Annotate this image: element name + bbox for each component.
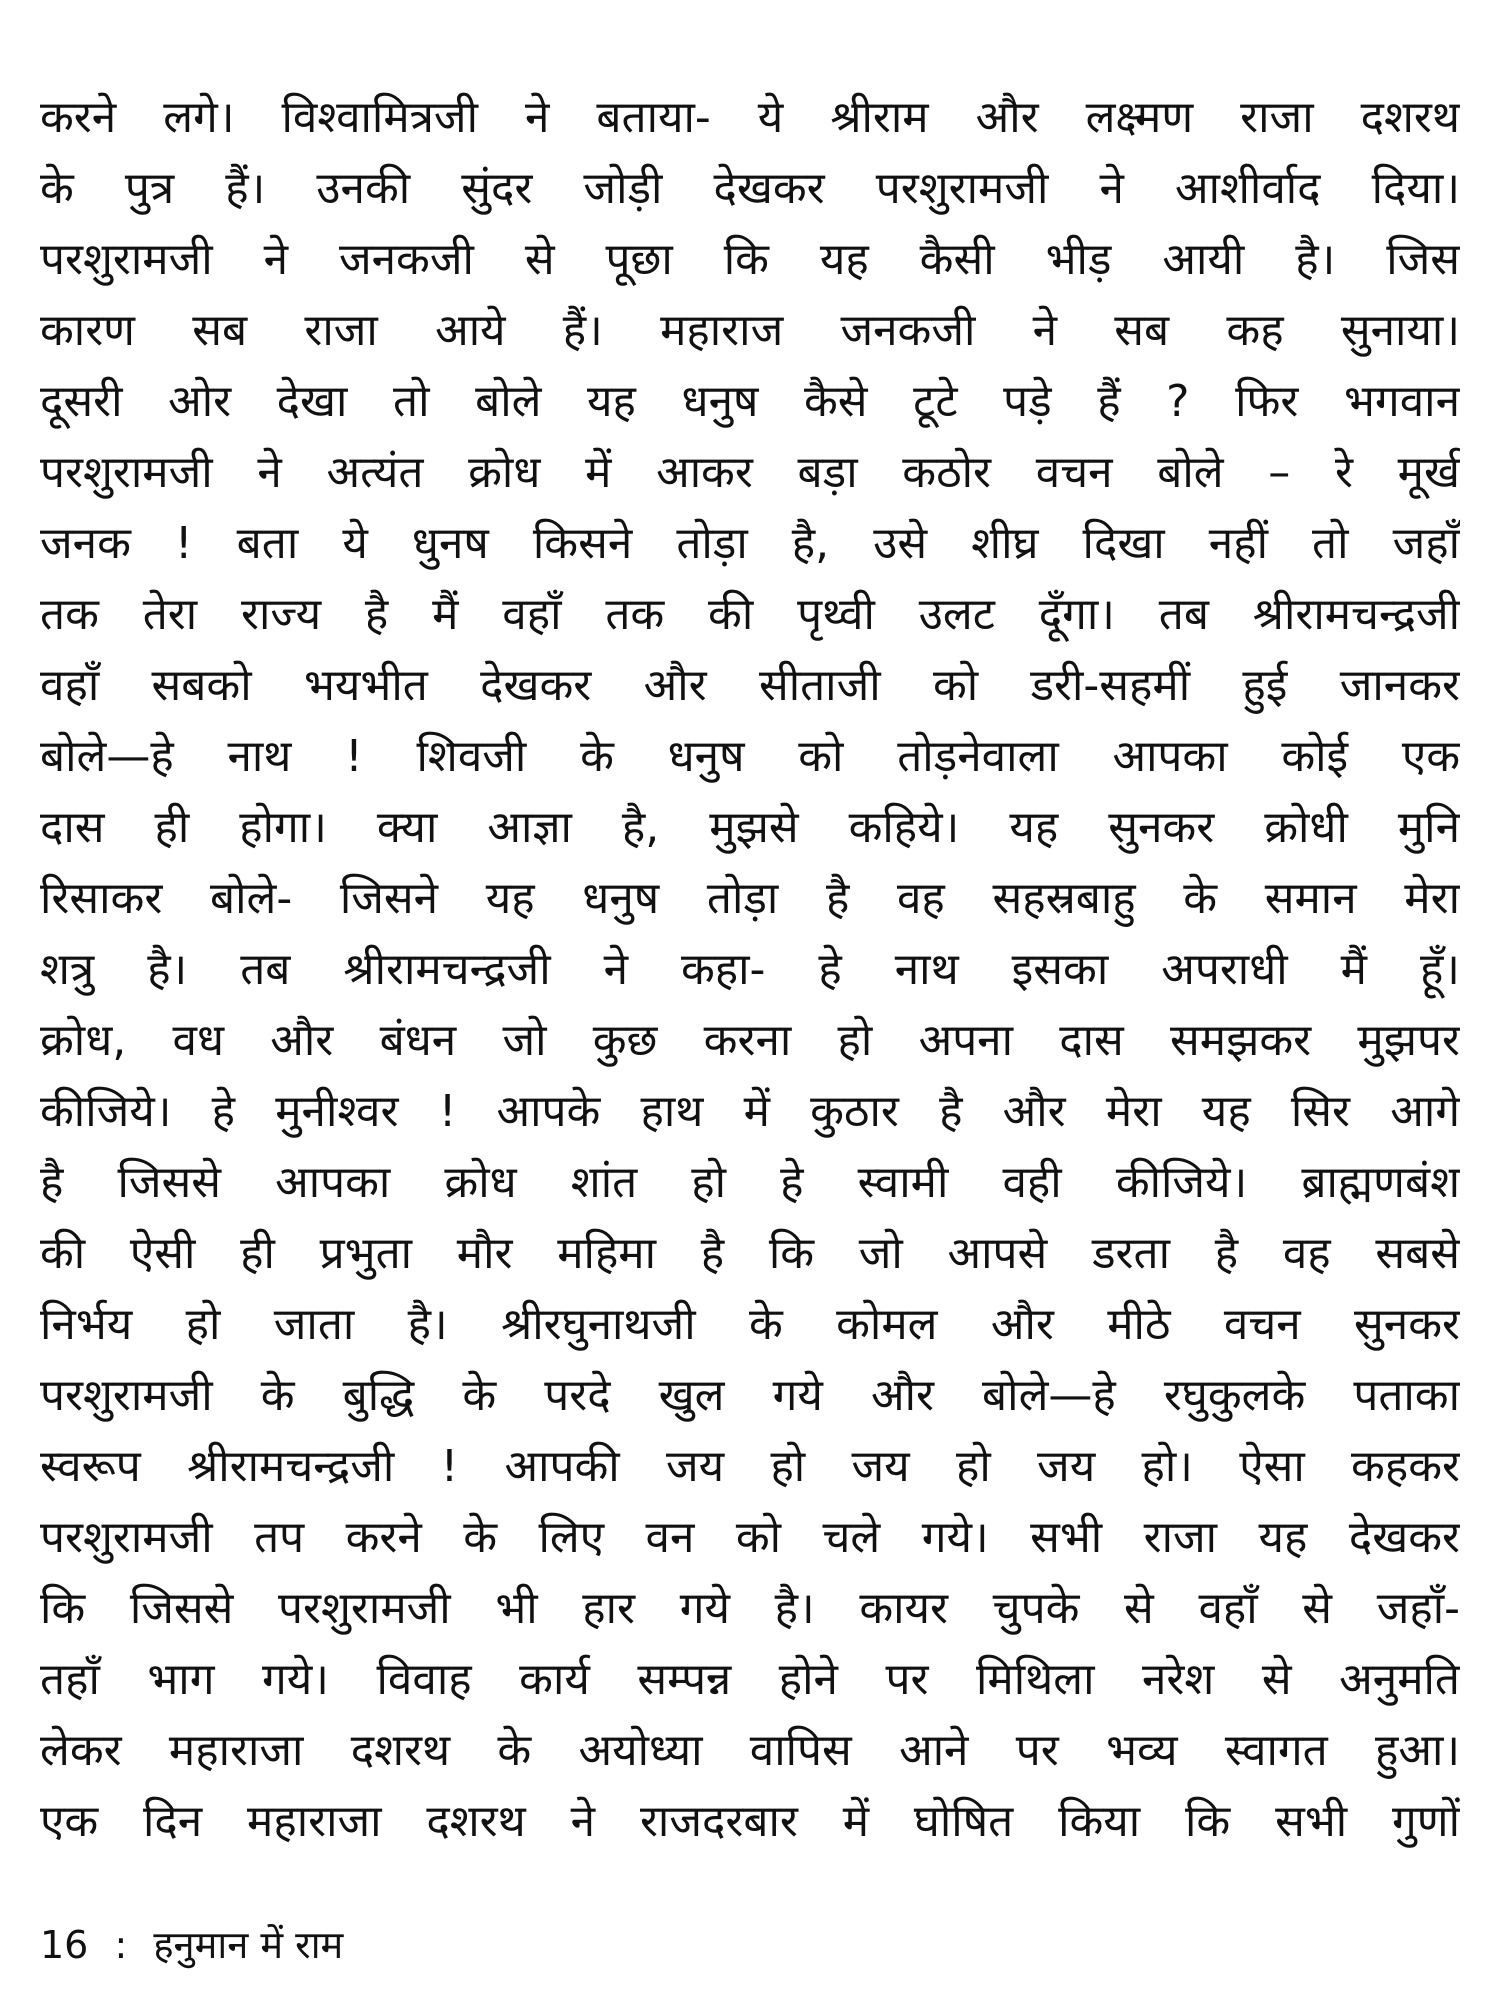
text-line: परशुरामजी के बुद्धि के परदे खुल गये और बोले—हे रघुकुलके पताका bbox=[40, 1370, 1460, 1421]
text-line: दास ही होगा। क्या आज्ञा है, मुझसे कहिये। यह सुनकर क्रोधी मुनि bbox=[40, 802, 1460, 853]
text-line: दूसरी ओर देखा तो बोले यह धनुष कैसे टूटे पड़े हैं ? फिर भगवान bbox=[40, 376, 1460, 427]
text-line: कि जिससे परशुरामजी भी हार गये है। कायर चुपके से वहाँ से जहाँ- bbox=[40, 1583, 1460, 1634]
text-line: निर्भय हो जाता है। श्रीरघुनाथजी के कोमल और मीठे वचन सुनकर bbox=[40, 1299, 1460, 1350]
text-line: है जिससे आपका क्रोध शांत हो हे स्वामी वही कीजिये। ब्राह्मणबंश bbox=[40, 1157, 1460, 1208]
text-line: स्वरूप श्रीरामचन्द्रजी ! आपकी जय हो जय हो जय हो। ऐसा कहकर bbox=[40, 1441, 1460, 1492]
text-line: परशुरामजी तप करने के लिए वन को चले गये। सभी राजा यह देखकर bbox=[40, 1512, 1460, 1563]
page-number: 16 bbox=[40, 1923, 89, 1967]
text-line: परशुरामजी ने अत्यंत क्रोध में आकर बड़ा कठोर वचन बोले – रे मूर्ख bbox=[40, 447, 1460, 498]
text-line: तक तेरा राज्य है मैं वहाँ तक की पृथ्वी उलट दूँगा। तब श्रीरामचन्द्रजी bbox=[40, 589, 1460, 640]
text-line: रिसाकर बोले- जिसने यह धनुष तोड़ा है वह सहस्रबाहु के समान मेरा bbox=[40, 873, 1460, 924]
footer-separator: : bbox=[114, 1923, 128, 1967]
text-line: एक दिन महाराजा दशरथ ने राजदरबार में घोषित किया कि सभी गुणों bbox=[40, 1796, 1460, 1847]
text-line: शत्रु है। तब श्रीरामचन्द्रजी ने कहा- हे नाथ इसका अपराधी मैं हूँ। bbox=[40, 944, 1460, 995]
text-line: की ऐसी ही प्रभुता मौर महिमा है कि जो आपसे डरता है वह सबसे bbox=[40, 1228, 1460, 1279]
text-line: लेकर महाराजा दशरथ के अयोध्या वापिस आने पर भव्य स्वागत हुआ। bbox=[40, 1725, 1460, 1776]
book-title: हनुमान में राम bbox=[153, 1923, 344, 1967]
text-line: जनक ! बता ये धुनष किसने तोड़ा है, उसे शीघ्र दिखा नहीं तो जहाँ bbox=[40, 518, 1460, 569]
text-line: तहाँ भाग गये। विवाह कार्य सम्पन्न होने पर मिथिला नरेश से अनुमति bbox=[40, 1654, 1460, 1705]
text-line: बोले—हे नाथ ! शिवजी के धनुष को तोड़नेवाला आपका कोई एक bbox=[40, 731, 1460, 782]
text-line: करने लगे। विश्वामित्रजी ने बताया- ये श्रीराम और लक्ष्मण राजा दशरथ bbox=[40, 92, 1460, 143]
text-line: के पुत्र हैं। उनकी सुंदर जोड़ी देखकर परशुरामजी ने आशीर्वाद दिया। bbox=[40, 163, 1460, 214]
page-footer bbox=[40, 1915, 343, 1975]
text-line: कारण सब राजा आये हैं। महाराज जनकजी ने सब कह सुनाया। bbox=[40, 305, 1460, 356]
body-paragraph bbox=[40, 82, 1460, 1857]
text-line: परशुरामजी ने जनकजी से पूछा कि यह कैसी भीड़ आयी है। जिस bbox=[40, 234, 1460, 285]
text-line: क्रोध, वध और बंधन जो कुछ करना हो अपना दास समझकर मुझपर bbox=[40, 1015, 1460, 1066]
text-line: कीजिये। हे मुनीश्वर ! आपके हाथ में कुठार है और मेरा यह सिर आगे bbox=[40, 1086, 1460, 1137]
text-line: वहाँ सबको भयभीत देखकर और सीताजी को डरी-सहमीं हुई जानकर bbox=[40, 660, 1460, 711]
